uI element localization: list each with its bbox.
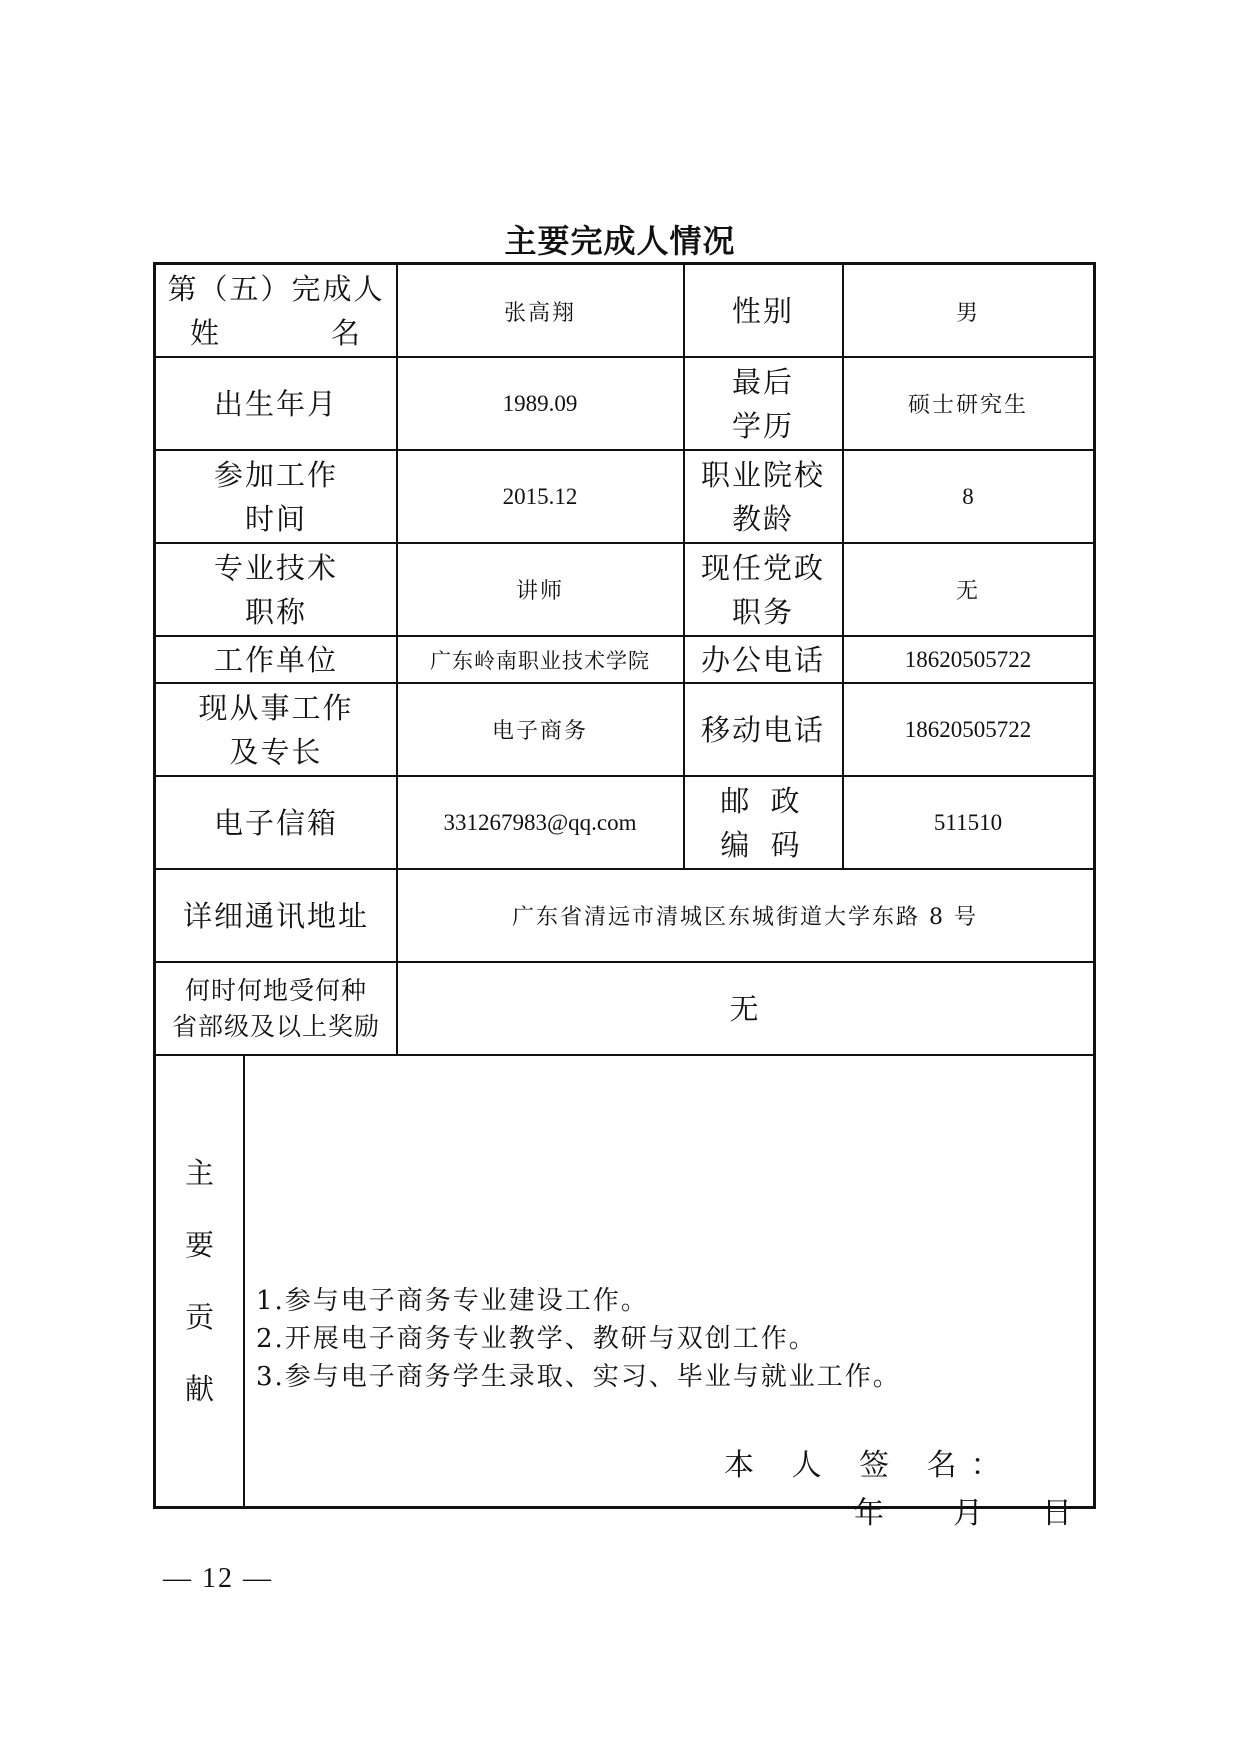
- postcode-value: 511510: [933, 809, 1003, 835]
- contribution-label-char: 献: [184, 1372, 214, 1406]
- completer-info-table: [153, 262, 1096, 1531]
- title-label-line2: 职称: [244, 594, 307, 629]
- contribution-label-char: 要: [184, 1228, 214, 1262]
- contribution-list: [256, 1282, 901, 1396]
- mobile-value: 18620505722: [904, 716, 1032, 742]
- specialty-label-line2: 及专长: [229, 734, 323, 769]
- contribution-section: [156, 1056, 1093, 1531]
- work-start-label-line2: 时间: [244, 501, 307, 536]
- name-label-char2: 名: [330, 316, 362, 350]
- work-start-label: [156, 450, 396, 543]
- date-day: 日: [1042, 1496, 1072, 1531]
- postcode-label-line2: 编 码: [720, 827, 806, 862]
- contribution-item: 3.参与电子商务学生录取、实习、毕业与就业工作。: [256, 1362, 901, 1392]
- contribution-item: 2.开展电子商务专业教学、教研与双创工作。: [256, 1324, 817, 1354]
- signature-label: 本 人 签 名：: [724, 1448, 1015, 1483]
- mobile-label: 移动电话: [700, 712, 825, 747]
- office-phone-value: 18620505722: [904, 646, 1032, 672]
- specialty-value: 电子商务: [491, 719, 588, 744]
- contribution-label-char: 贡: [184, 1300, 214, 1334]
- teaching-years-label: [684, 450, 842, 543]
- name-label-line1: 第（五）完成人: [167, 272, 385, 306]
- employer-value: 广东岭南职业技术学院: [430, 648, 650, 673]
- gender-label: 性别: [731, 294, 794, 328]
- name-label-char1: 姓: [190, 316, 222, 350]
- education-label-line1: 最后: [731, 364, 794, 399]
- office-phone-label: 办公电话: [700, 642, 825, 677]
- title-label: [156, 543, 396, 636]
- awards-label-line1: 何时何地受何种: [184, 975, 367, 1005]
- work-start-label-line1: 参加工作: [213, 457, 338, 492]
- page-number: — 12 —: [163, 1563, 273, 1594]
- contribution-label-char: 主: [184, 1156, 214, 1190]
- postcode-label: [684, 776, 842, 869]
- date-year: 年: [854, 1496, 884, 1531]
- education-label: [684, 357, 842, 450]
- awards-value: 无: [729, 991, 761, 1026]
- email-label: 电子信箱: [213, 805, 338, 840]
- party-post-label: [684, 543, 842, 636]
- teaching-years-label-line2: 教龄: [731, 501, 794, 536]
- birth-value: 1989.09: [502, 390, 578, 416]
- gender-value: 男: [955, 300, 980, 326]
- title-value: 讲师: [515, 579, 564, 604]
- name-label: [156, 265, 396, 357]
- birth-label: 出生年月: [213, 386, 338, 421]
- work-start-value: 2015.12: [502, 483, 578, 509]
- contribution-label: [156, 1056, 243, 1506]
- specialty-label-line1: 现从事工作: [198, 690, 354, 725]
- teaching-years-value: 8: [962, 483, 974, 509]
- employer-label: 工作单位: [213, 642, 338, 677]
- email-value: 331267983@qq.com: [443, 809, 637, 835]
- name-value: 张高翔: [503, 300, 576, 326]
- page-title: 主要完成人情况: [504, 222, 736, 260]
- party-post-value: 无: [955, 579, 980, 604]
- address-value: 广东省清远市清城区东城街道大学东路 8 号: [512, 905, 978, 930]
- awards-label: [156, 962, 396, 1055]
- date-month: 月: [953, 1496, 983, 1531]
- postcode-label-line1: 邮 政: [720, 783, 806, 818]
- specialty-label: [156, 683, 396, 776]
- party-post-label-line1: 现任党政: [700, 550, 825, 585]
- education-value: 硕士研究生: [907, 393, 1028, 418]
- contribution-item: 1.参与电子商务专业建设工作。: [256, 1286, 649, 1316]
- party-post-label-line2: 职务: [731, 594, 794, 629]
- awards-label-line2: 省部级及以上奖励: [171, 1011, 380, 1041]
- address-label: 详细通讯地址: [182, 898, 369, 933]
- title-label-line1: 专业技术: [213, 550, 338, 585]
- teaching-years-label-line1: 职业院校: [700, 457, 825, 492]
- education-label-line2: 学历: [731, 408, 794, 443]
